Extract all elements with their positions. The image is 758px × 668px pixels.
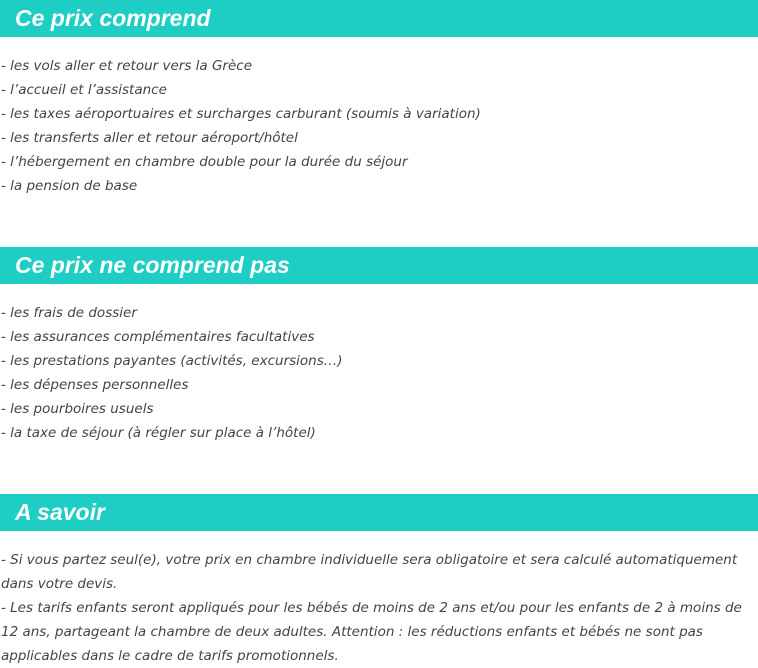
- list-item: - Si vous partez seul(e), votre prix en chambre individuelle sera obligatoire et sera calculé automatiquement dans votre devis.: [1, 552, 738, 592]
- excluded-items-list: [0, 301, 758, 445]
- section-heading: A savoir: [0, 494, 758, 531]
- list-item: - les prestations payantes (activités, excursions…): [1, 353, 343, 369]
- section-price-includes: [0, 0, 758, 198]
- list-item: - l’accueil et l’assistance: [1, 82, 167, 98]
- included-items-list: [0, 54, 758, 198]
- list-item: - les transferts aller et retour aéroport/hôtel: [1, 130, 298, 146]
- notes-list: [0, 548, 758, 668]
- list-item: - les pourboires usuels: [1, 401, 154, 417]
- section-heading: Ce prix ne comprend pas: [0, 247, 758, 284]
- list-item: - les vols aller et retour vers la Grèce: [1, 58, 253, 74]
- list-item: - les taxes aéroportuaires et surcharges carburant (soumis à variation): [1, 106, 481, 122]
- list-item: - les dépenses personnelles: [1, 377, 189, 393]
- list-item: - les assurances complémentaires facultatives: [1, 329, 315, 345]
- section-heading: Ce prix comprend: [0, 0, 758, 37]
- section-good-to-know: [0, 494, 758, 668]
- list-item: - Les tarifs enfants seront appliqués pour les bébés de moins de 2 ans et/ou pour les enfants de 2 à moins de 12 ans, partageant la chambre de deux adultes. Attention : les réductions enfants et bébés ne sont pas applicables dans le cadre de tarifs promotionnels.: [1, 600, 742, 664]
- list-item: - la taxe de séjour (à régler sur place à l’hôtel): [1, 425, 316, 441]
- list-item: - les frais de dossier: [1, 305, 137, 321]
- list-item: - l’hébergement en chambre double pour la durée du séjour: [1, 154, 408, 170]
- section-price-excludes: [0, 247, 758, 445]
- list-item: - la pension de base: [1, 178, 138, 194]
